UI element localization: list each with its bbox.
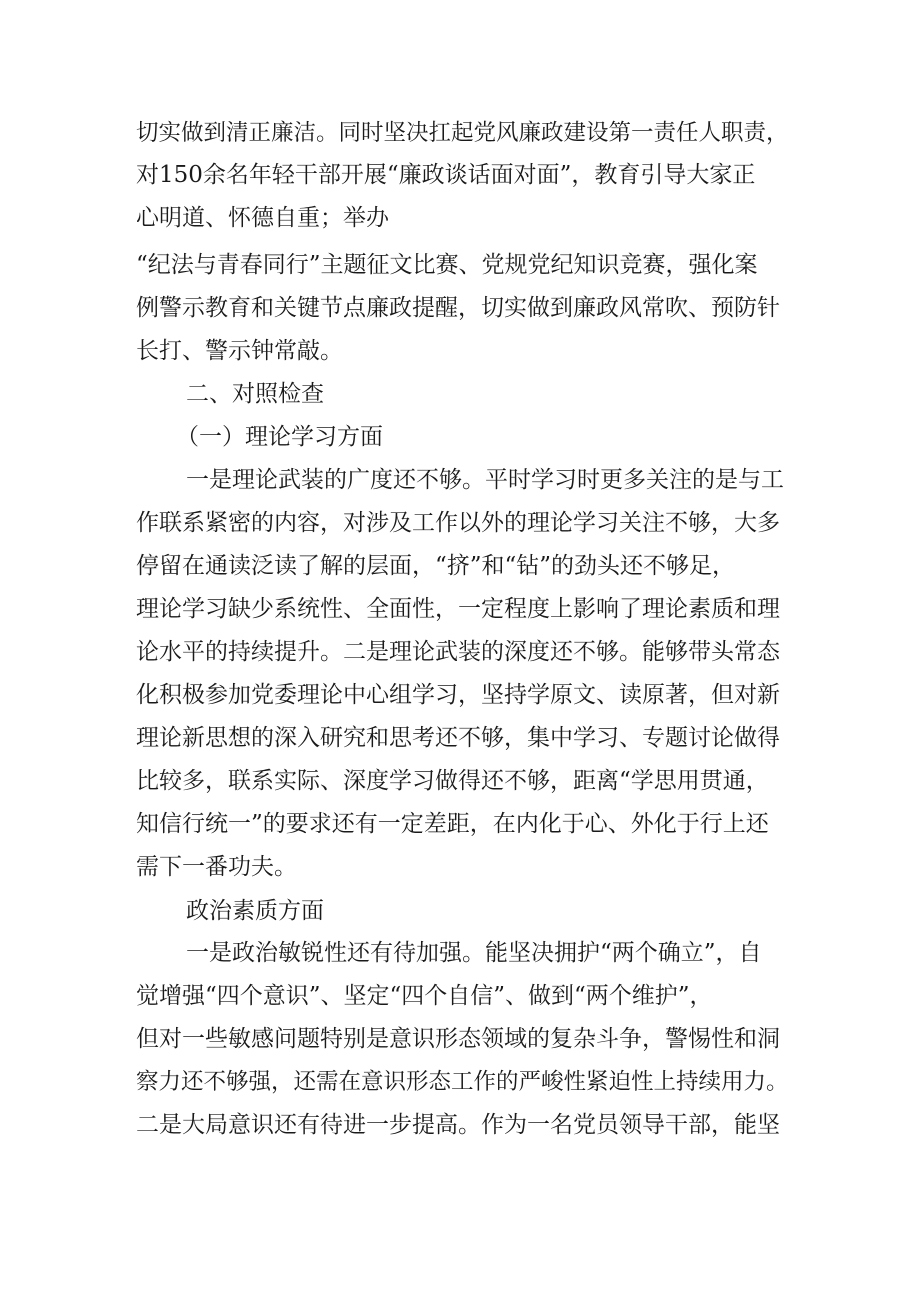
subsection-heading: 政治素质方面 [186, 898, 324, 924]
body-line: 比较多，联系实际、深度学习做得还不够，距离“学思用贯通， [136, 768, 769, 794]
body-line: 察力还不够强，还需在意识形态工作的严峻性紧迫性上持续用力。 [136, 1069, 789, 1095]
section-heading: 二、对照检查 [186, 381, 324, 407]
body-line: 例警示教育和关键节点廉政提醒，切实做到廉政风常吹、预防针 [136, 295, 780, 321]
body-line: “纪法与青春同行”主题征文比赛、党规党纪知识竞赛，强化案 [136, 252, 758, 278]
body-line: 需下一番功夫。 [136, 854, 297, 880]
body-line: 论水平的持续提升。二是理论武装的深度还不够。能够带头常态 [136, 639, 780, 665]
body-line: 理论学习缺少系统性、全面性，一定程度上影响了理论素质和理 [136, 596, 780, 622]
body-line: 理论新思想的深入研究和思考还不够，集中学习、专题讨论做得 [136, 725, 780, 751]
body-line: 心明道、怀德自重；举办 [136, 205, 389, 231]
body-line: 一是理论武装的广度还不够。平时学习时更多关注的是与工 [186, 467, 784, 493]
body-line: 长打、警示钟常敲。 [136, 338, 343, 364]
body-line: 作联系紧密的内容，对涉及工作以外的理论学习关注不够，大多 [136, 510, 780, 536]
body-line: 知信行统一”的要求还有一定差距，在内化于心、外化于行上还 [136, 811, 769, 837]
body-line: 对150余名年轻干部开展“廉政谈话面对面”，教育引导大家正 [136, 162, 756, 188]
body-line: 切实做到清正廉洁。同时坚决扛起党风廉政建设第一责任人职责， [136, 120, 789, 146]
body-line: 停留在通读泛读了解的层面，“挤”和“钻”的劲头还不够足， [136, 553, 736, 579]
subsection-heading: （一）理论学习方面 [176, 424, 383, 450]
body-line: 二是大局意识还有待进一步提高。作为一名党员领导干部，能坚 [136, 1112, 780, 1138]
body-line: 化积极参加党委理论中心组学习，坚持学原文、读原著，但对新 [136, 682, 780, 708]
body-line: 一是政治敏锐性还有待加强。能坚决拥护“两个确立”，自 [186, 940, 762, 966]
body-line: 但对一些敏感问题特别是意识形态领域的复杂斗争，警惕性和洞 [136, 1026, 780, 1052]
body-line: 觉增强“四个意识”、坚定“四个自信”、做到“两个维护”， [136, 983, 713, 1009]
